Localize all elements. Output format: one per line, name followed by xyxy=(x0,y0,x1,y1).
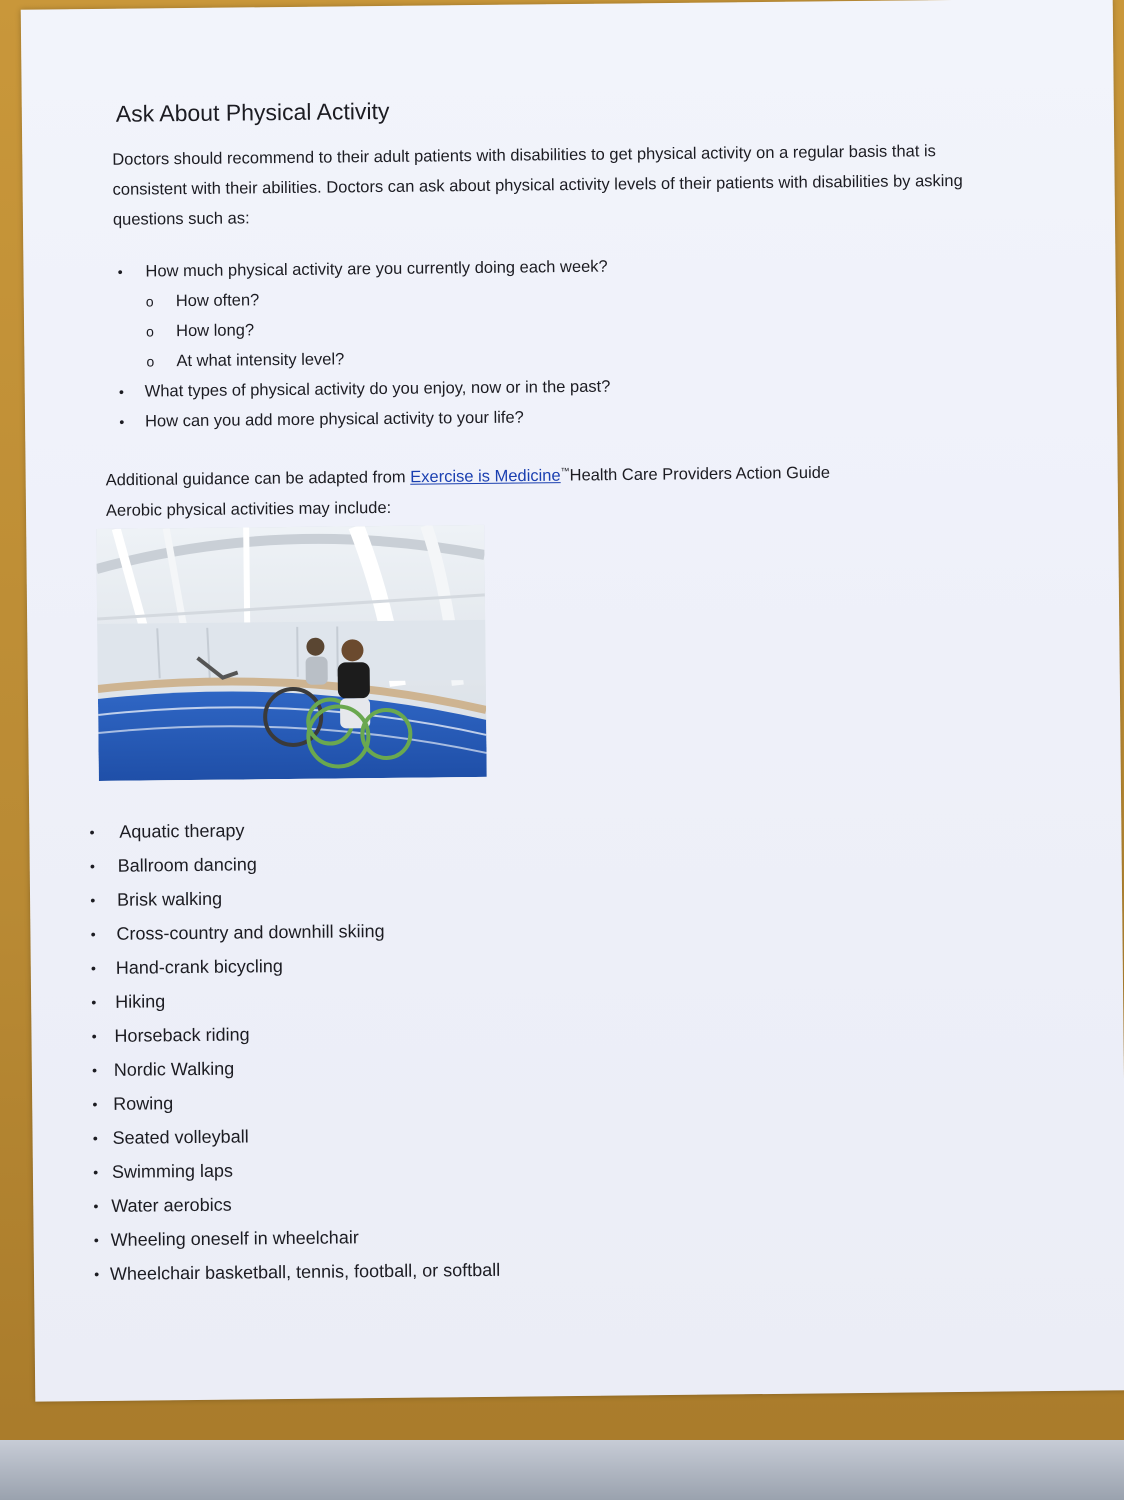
question-item: ● How much physical activity are you currently doing each week? xyxy=(113,248,933,287)
table-edge xyxy=(0,1440,1124,1500)
aerobic-activity-list xyxy=(89,809,694,1291)
activity-item: ● Seated volleyball xyxy=(92,1115,692,1155)
question-subitem: o How long? xyxy=(114,308,934,347)
activity-item: ● Wheelchair basketball, tennis, football, or softball xyxy=(94,1251,694,1291)
bullet: ● xyxy=(117,266,123,277)
question-subitem: o At what intensity level? xyxy=(114,338,934,377)
activity-item: ● Wheeling oneself in wheelchair xyxy=(93,1217,693,1257)
question-item: ● What types of physical activity do you enjoy, now or in the past? xyxy=(115,368,935,407)
bullet: ● xyxy=(91,997,97,1008)
question-list xyxy=(113,248,935,437)
activity-item: ● Swimming laps xyxy=(93,1149,693,1189)
bullet: ● xyxy=(91,1065,98,1076)
question-subitem: o How often? xyxy=(114,278,934,317)
document-page xyxy=(21,0,1124,1402)
bullet: ● xyxy=(90,929,96,940)
wheelchair-athletes-photo xyxy=(96,525,487,781)
activity-item: ● Aquatic therapy xyxy=(89,809,689,849)
aerobic-intro: Aerobic physical activities may include: xyxy=(105,498,392,520)
activity-item: ● Hand-crank bicycling xyxy=(91,945,691,985)
guidance-paragraph xyxy=(105,452,986,526)
bullet: ● xyxy=(90,963,97,974)
activity-item: ● Water aerobics xyxy=(93,1183,693,1223)
bullet: ● xyxy=(89,827,95,838)
activity-item: ● Cross-country and downhill skiing xyxy=(90,911,690,951)
bullet: ● xyxy=(93,1201,99,1212)
activity-item: ● Ballroom dancing xyxy=(90,843,690,883)
intro-paragraph: Doctors should recommend to their adult patients with disabilities to get physical activity on a regular basis that is consistent with their abilities. Doctors can ask about physical activity levels of their patients with disabilities by asking questions such as: xyxy=(112,142,963,229)
bullet: o xyxy=(146,353,155,370)
show-through-text xyxy=(632,103,639,131)
bullet: ● xyxy=(93,1235,100,1246)
activity-item: ● Brisk walking xyxy=(90,877,690,917)
activity-item: ● Hiking xyxy=(91,979,691,1019)
exercise-is-medicine-link[interactable]: Exercise is Medicine xyxy=(410,466,561,487)
bullet: o xyxy=(146,323,154,340)
activity-item: ● Nordic Walking xyxy=(92,1047,692,1087)
bullet: ● xyxy=(89,861,96,872)
bullet: ● xyxy=(92,1099,98,1110)
guidance-line: Additional guidance can be adapted from Exercise is Medicine™Health Care Providers Action Guide xyxy=(105,463,831,490)
activity-item: ● Rowing xyxy=(92,1081,692,1121)
bullet: ● xyxy=(91,1031,97,1042)
bullet: o xyxy=(145,293,154,310)
question-item: ● How can you add more physical activity to your life? xyxy=(115,398,935,437)
bullet: ● xyxy=(119,416,125,427)
trademark: ™ xyxy=(560,466,570,477)
bullet: ● xyxy=(90,895,96,906)
bullet: ● xyxy=(92,1167,99,1178)
bullet: ● xyxy=(92,1133,99,1144)
bullet: ● xyxy=(93,1269,100,1280)
activity-item: ● Horseback riding xyxy=(91,1013,691,1053)
page-title: Ask About Physical Activity xyxy=(115,97,390,127)
bullet: ● xyxy=(118,386,125,397)
